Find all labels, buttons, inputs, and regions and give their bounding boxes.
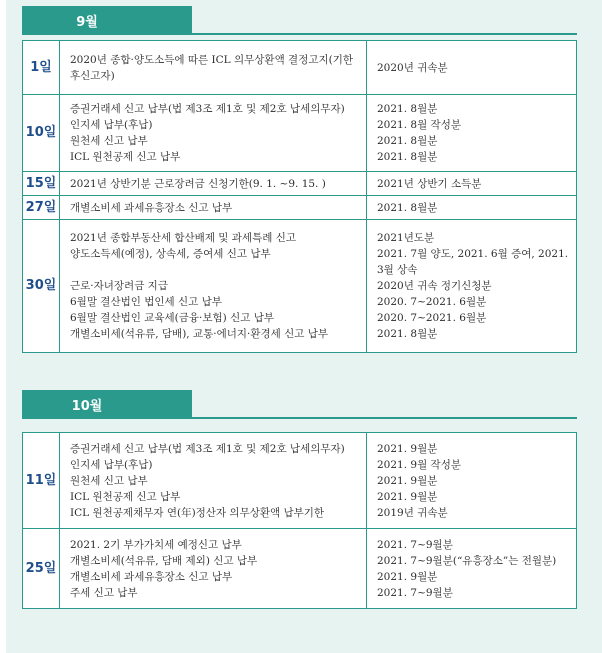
schedule-table-september xyxy=(22,40,577,353)
table-row xyxy=(23,529,577,609)
table-row xyxy=(23,433,577,529)
items-cell xyxy=(60,172,367,196)
note-item: 2021. 9월분 xyxy=(377,442,438,455)
list-item: 2021. 2기 부가가치세 예정신고 납부 xyxy=(70,538,242,551)
note-item: 2021. 9월 작성분 xyxy=(377,458,461,471)
list-item: 6월말 결산법인 교육세(금융·보험) 신고 납부 xyxy=(70,312,274,324)
month-divider xyxy=(22,417,577,419)
note-item: 2021. 9월분 xyxy=(377,570,438,583)
note-item: 2021. 7~9월분 xyxy=(377,586,453,599)
items-cell xyxy=(60,529,367,609)
list-item: 근로·자녀장려금 지급 xyxy=(70,280,168,292)
note-item: 2020. 7~2021. 6월분 xyxy=(377,312,487,324)
note-item: 2021년 상반기 소득분 xyxy=(377,177,482,190)
note-item: 2021. 7~9월분(“유흥장소”는 전월분) xyxy=(377,554,557,567)
day-cell: 11일 xyxy=(23,433,60,529)
table-row xyxy=(23,220,577,353)
list-item: 2021년 상반기분 근로장려금 신청기한(9. 1. ~9. 15. ) xyxy=(70,177,326,190)
month-tab-october xyxy=(22,390,192,418)
list-item: 증권거래세 신고 납부(법 제3조 제1호 및 제2호 납세의무자) xyxy=(70,442,345,455)
list-item: ICL 원천공제 신고 납부 xyxy=(70,151,181,163)
month-label: 9월 xyxy=(76,14,98,30)
notes-cell xyxy=(367,529,577,609)
list-item: 증권거래세 신고 납부(법 제3조 제1호 및 제2호 납세의무자) xyxy=(70,103,345,115)
month-tab-september xyxy=(22,6,192,34)
day-cell: 1일 xyxy=(23,41,60,95)
note-item: 2020년 귀속 정기신청분 xyxy=(377,280,492,292)
table-row xyxy=(23,95,577,172)
list-item: 양도소득세(예정), 상속세, 증여세 신고 납부 xyxy=(70,248,271,260)
table-row xyxy=(23,172,577,196)
note-item: 2021. 9월분 xyxy=(377,490,438,503)
items-cell xyxy=(60,41,367,95)
note-item: 2021. 8월 작성분 xyxy=(377,119,461,131)
notes-cell xyxy=(367,172,577,196)
day-cell: 27일 xyxy=(23,196,60,220)
day-cell: 15일 xyxy=(23,172,60,196)
note-item: 2020. 7~2021. 6월분 xyxy=(377,296,487,308)
notes-cell xyxy=(367,196,577,220)
items-cell xyxy=(60,433,367,529)
schedule-table-october xyxy=(22,432,577,609)
table-row xyxy=(23,41,577,95)
list-item: ICL 원천공제 신고 납부 xyxy=(70,490,181,503)
note-item: 2021. 8월분 xyxy=(377,328,438,340)
list-item: 주세 신고 납부 xyxy=(70,586,138,599)
notes-cell xyxy=(367,433,577,529)
note-item: 2021. 7월 양도, 2021. 6월 증여, 2021. 3월 상속 xyxy=(377,248,569,276)
list-item xyxy=(70,262,360,278)
list-item: 개별소비세(석유류, 담배), 교통·에너지·환경세 신고 납부 xyxy=(70,328,329,340)
list-item: ICL 원천공제채무자 연(年)정산자 의무상환액 납부기한 xyxy=(70,506,325,519)
note-item: 2021. 9월분 xyxy=(377,474,438,487)
list-item: 6월말 결산법인 법인세 신고 납부 xyxy=(70,296,222,308)
note-item: 2021. 8월분 xyxy=(377,103,438,115)
notes-cell xyxy=(367,95,577,172)
note-item: 2021. 8월분 xyxy=(377,201,438,214)
note-item: 2021. 7~9월분 xyxy=(377,538,453,551)
day-cell: 30일 xyxy=(23,220,60,353)
list-item: 인지세 납부(후납) xyxy=(70,458,153,471)
note-item: 2020년 귀속분 xyxy=(377,61,448,74)
list-item: 개별소비세(석유류, 담배 제외) 신고 납부 xyxy=(70,554,258,567)
table-row xyxy=(23,196,577,220)
list-item: 인지세 납부(후납) xyxy=(70,119,153,131)
list-item: 2021년 종합부동산세 합산배제 및 과세특례 신고 xyxy=(70,232,296,244)
list-item: 원천세 신고 납부 xyxy=(70,474,148,487)
month-divider xyxy=(22,33,577,35)
notes-cell xyxy=(367,41,577,95)
day-cell: 10일 xyxy=(23,95,60,172)
list-item: 개별소비세 과세유흥장소 신고 납부 xyxy=(70,570,233,583)
day-cell: 25일 xyxy=(23,529,60,609)
notes-cell xyxy=(367,220,577,353)
list-item: 2020년 종합·양도소득에 따른 ICL 의무상환액 결정고지(기한후신고자) xyxy=(70,53,354,82)
note-item: 2021. 8월분 xyxy=(377,151,438,163)
items-cell xyxy=(60,220,367,353)
list-item: 개별소비세 과세유흥장소 신고 납부 xyxy=(70,201,233,214)
note-item: 2021년도분 xyxy=(377,232,435,244)
month-label: 10월 xyxy=(71,398,103,414)
note-item: 2019년 귀속분 xyxy=(377,506,448,519)
list-item: 원천세 신고 납부 xyxy=(70,135,148,147)
items-cell xyxy=(60,196,367,220)
items-cell xyxy=(60,95,367,172)
note-item: 2021. 8월분 xyxy=(377,135,438,147)
